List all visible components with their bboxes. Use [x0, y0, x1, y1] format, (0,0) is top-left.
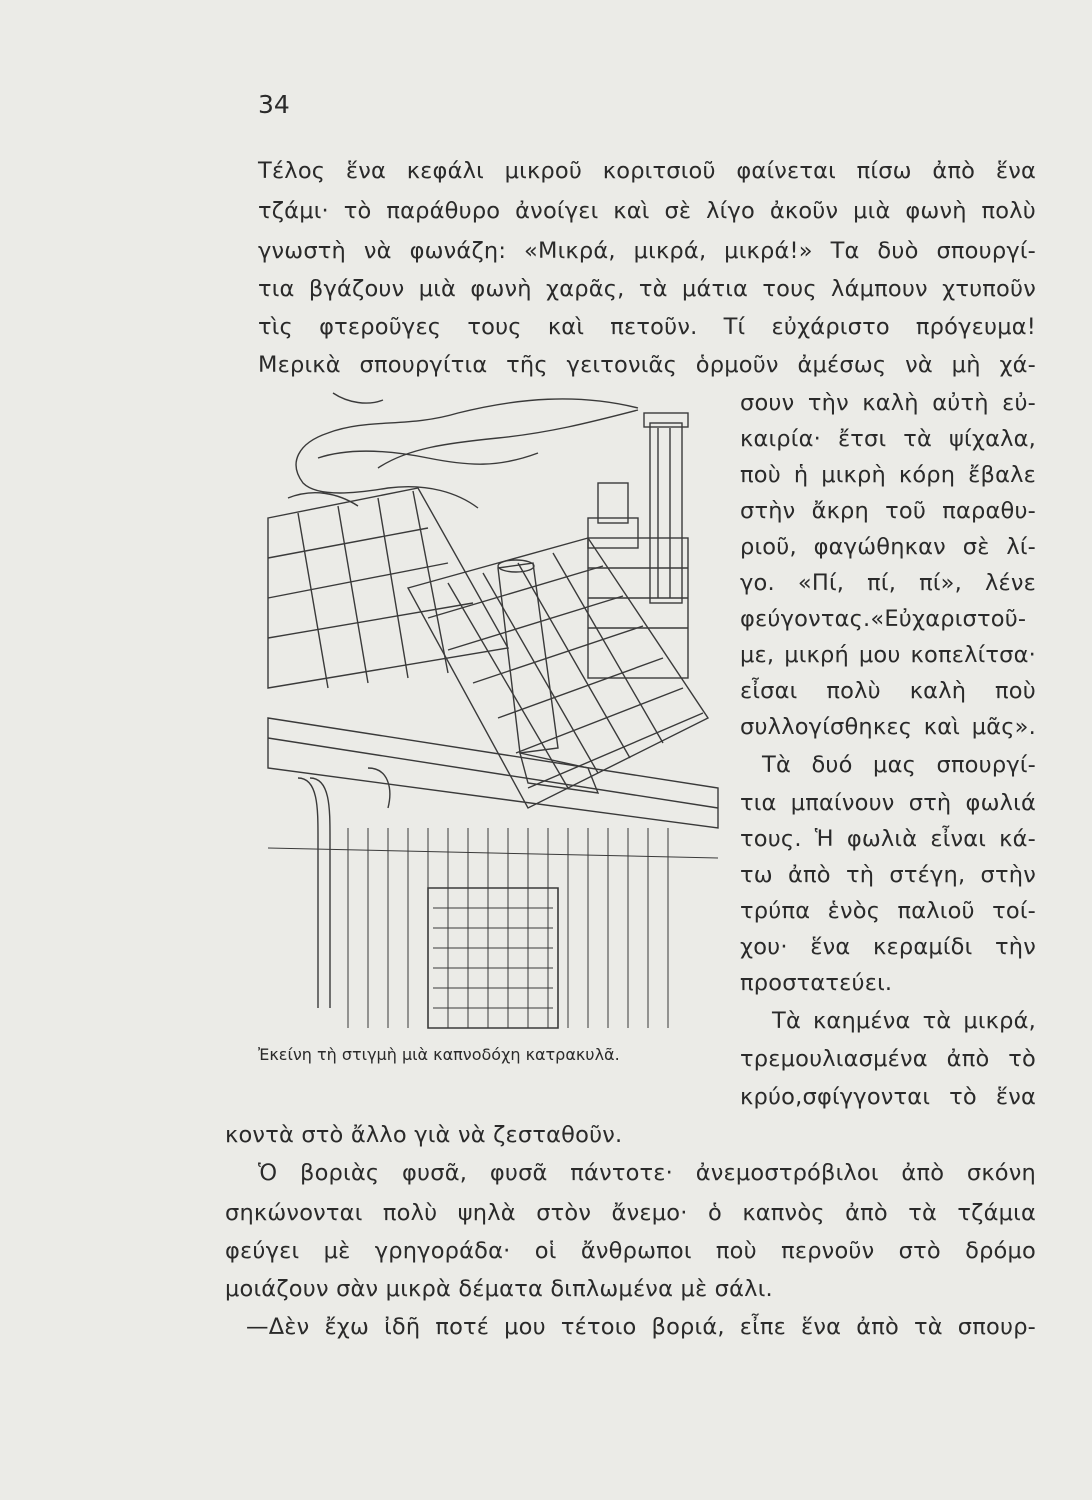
- illustration-caption: Ἐκείνη τὴ στιγμὴ μιὰ καπνοδόχη κατρακυλᾶ.: [258, 1045, 620, 1064]
- text-line: ριοῦ, φαγώθηκαν σὲ λί-: [740, 534, 1036, 560]
- text-line: ποὺ ἡ μικρὴ κόρη ἔβαλε: [740, 462, 1036, 488]
- text-line: φεύγει μὲ γρηγοράδα· οἱ ἄνθρωποι ποὺ περνοῦν στὸ δρόμο: [225, 1238, 1036, 1264]
- text-line: τω ἀπὸ τὴ στέγη, στὴν: [740, 862, 1036, 888]
- text-line: Μερικὰ σπουργίτια τῆς γειτονιᾶς ὁρμοῦν ἀμέσως νὰ μὴ χά-: [258, 352, 1036, 378]
- text-line: γο. «Πί, πί, πί», λένε: [740, 570, 1036, 596]
- text-line: —Δὲν ἔχω ἰδῆ ποτέ μου τέτοιο βοριά, εἶπε ἕνα ἀπὸ τὰ σπουρ-: [246, 1314, 1036, 1340]
- text-line: στὴν ἄκρη τοῦ παραθυ-: [740, 498, 1036, 524]
- text-line: τρεμουλιασμένα ἀπὸ τὸ: [740, 1046, 1036, 1072]
- text-line: κοντὰ στὸ ἄλλο γιὰ νὰ ζεσταθοῦν.: [225, 1122, 623, 1148]
- text-line: Τέλος ἕνα κεφάλι μικροῦ κοριτσιοῦ φαίνεται πίσω ἀπὸ ἕνα: [258, 158, 1036, 184]
- text-line: εἶσαι πολὺ καλὴ ποὺ: [740, 678, 1036, 704]
- text-line: σηκώνονται πολὺ ψηλὰ στὸν ἄνεμο· ὁ καπνὸς ἀπὸ τὰ τζάμια: [225, 1200, 1036, 1226]
- text-line: τια μπαίνουν στὴ φωλιά: [740, 790, 1036, 816]
- smoke-icon: [288, 393, 638, 508]
- text-line: τια βγάζουν μιὰ φωνὴ χαρᾶς, τὰ μάτια τους λάμπουν χτυποῦν: [258, 276, 1036, 302]
- text-line: τζάμι· τὸ παράθυρο ἀνοίγει καὶ σὲ λίγο ἀκοῦν μιὰ φωνὴ πολὺ: [258, 198, 1036, 224]
- rooftop-chimney-illustration: [258, 388, 728, 1038]
- text-line: κρύο,σφίγγονται τὸ ἕνα: [740, 1084, 1036, 1110]
- text-line: με, μικρή μου κοπελίτσα·: [740, 642, 1036, 668]
- text-line: Ὁ βοριὰς φυσᾶ, φυσᾶ πάντοτε· ἀνεμοστρόβιλοι ἀπὸ σκόνη: [258, 1160, 1036, 1186]
- text-line: τρύπα ἑνὸς παλιοῦ τοί-: [740, 898, 1036, 924]
- text-line: τους. Ἡ φωλιὰ εἶναι κά-: [740, 826, 1036, 852]
- text-line: σουν τὴν καλὴ αὐτὴ εὐ-: [740, 390, 1036, 416]
- text-line: μοιάζουν σὰν μικρὰ δέματα διπλωμένα μὲ σάλι.: [225, 1276, 773, 1302]
- text-line: χου· ἕνα κεραμίδι τὴν: [740, 934, 1036, 960]
- text-line: συλλογίσθηκες καὶ μᾶς».: [740, 714, 1036, 740]
- text-line: Τὰ δυό μας σπουργί-: [762, 752, 1036, 778]
- text-line: προστατεύει.: [740, 970, 893, 996]
- text-line: φεύγοντας.«Εὐχαριστοῦ-: [740, 606, 1027, 632]
- text-line: γνωστὴ νὰ φωνάζη: «Μικρά, μικρά, μικρά!» Τα δυὸ σπουργί-: [258, 238, 1036, 264]
- chimney-icon: [588, 413, 688, 603]
- text-line: τὶς φτεροῦγες τους καὶ πετοῦν. Τί εὐχάριστο πρόγευμα!: [258, 314, 1036, 340]
- text-line: καιρία· ἔτσι τὰ ψίχαλα,: [740, 426, 1036, 452]
- text-line: Τὰ καημένα τὰ μικρά,: [772, 1008, 1036, 1034]
- page-number: 34: [258, 90, 290, 119]
